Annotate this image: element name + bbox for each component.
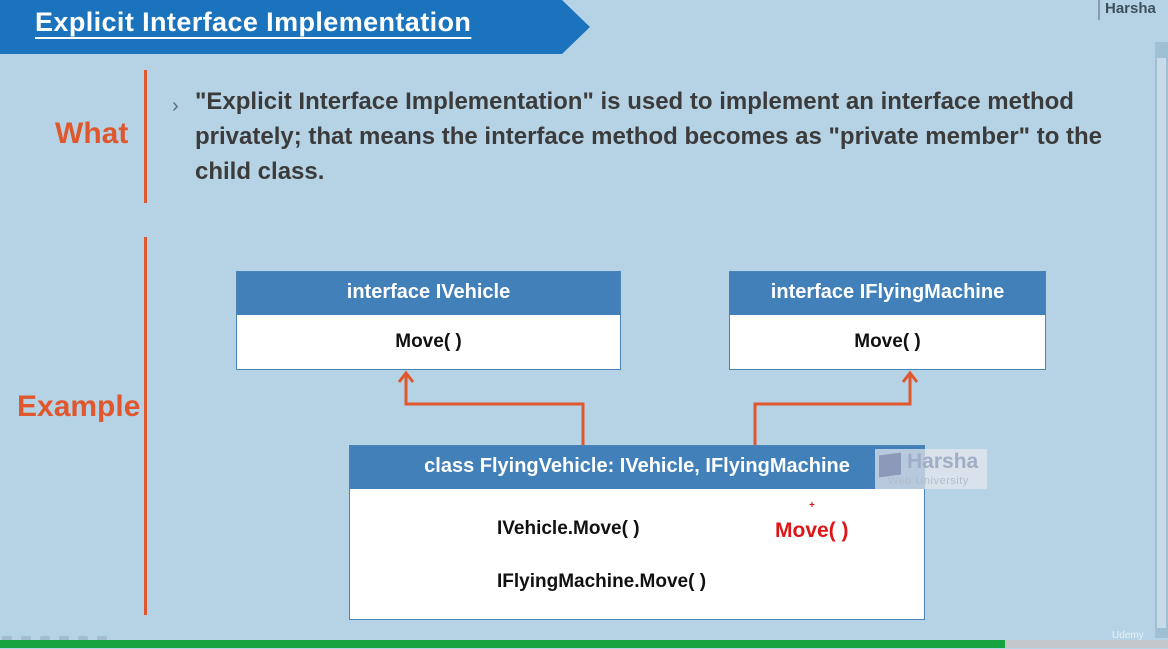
bullet-chevron-icon: › [172, 95, 179, 117]
plus-annotation: + [809, 500, 815, 511]
class-flyingvehicle-header: class FlyingVehicle: IVehicle, IFlyingMachine [350, 446, 924, 489]
interface-ivehicle-box [236, 271, 621, 370]
what-description: "Explicit Interface Implementation" is used to implement an interface method privately; that means the interface method becomes as "private member" to the child class. [195, 88, 1103, 185]
what-label: What [55, 117, 129, 150]
interface-iflying-method: Move( ) [854, 331, 921, 352]
watermark-cube-icon [879, 452, 901, 477]
page-title: Explicit Interface Implementation [35, 7, 472, 37]
progress-bar[interactable] [0, 640, 1168, 648]
watermark [875, 449, 987, 489]
arrow-to-iflying [755, 375, 910, 445]
arrow-to-ivehicle [406, 375, 583, 445]
interface-ivehicle-method: Move( ) [395, 331, 462, 352]
brand-label: Harsha [1098, 0, 1168, 20]
iflying-move-method: IFlyingMachine.Move( ) [497, 571, 707, 592]
class-flyingvehicle-box [349, 445, 925, 620]
progress-remaining[interactable] [1005, 640, 1168, 648]
ivehicle-move-method: IVehicle.Move( ) [497, 518, 640, 539]
udemy-logo: Udemy [1112, 630, 1144, 641]
example-label: Example [17, 390, 141, 423]
watermark-name: Harsha [907, 450, 979, 473]
interface-iflying-header: interface IFlyingMachine [730, 272, 1045, 315]
watermark-subtitle: Web University [888, 475, 969, 487]
interface-ivehicle-header: interface IVehicle [237, 272, 620, 315]
highlighted-move-method: Move( ) [775, 519, 849, 542]
interface-iflying-box [729, 271, 1046, 370]
